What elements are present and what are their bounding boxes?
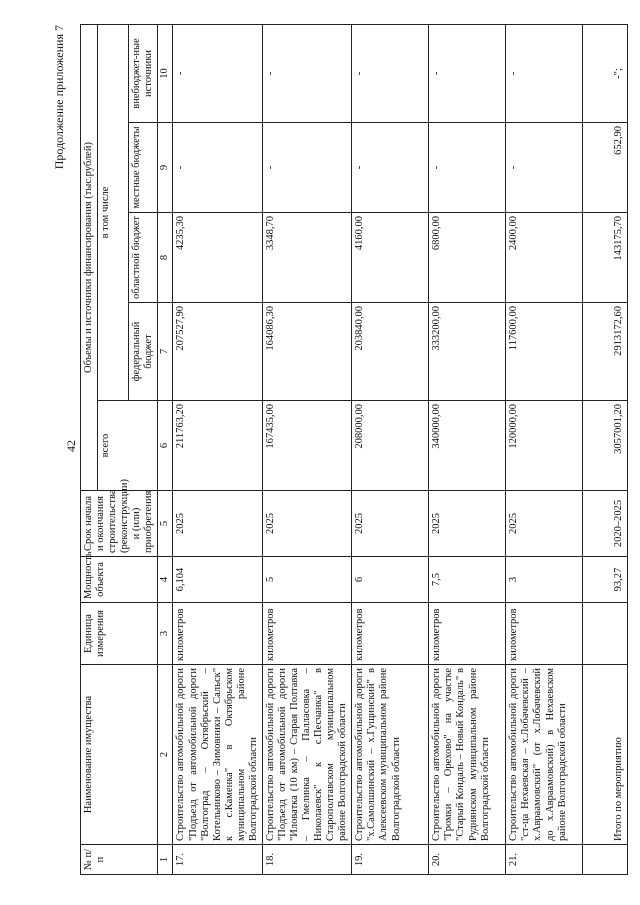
total-row — [583, 24, 628, 874]
row-offbudget: - — [352, 24, 429, 122]
header-unit: Единица измерения — [81, 603, 158, 665]
row-name: Строительство автомобильной дороги "х.Самолшинский – х.Гущинский" в Алексеевском муниципальном районе Волгоградской области — [352, 665, 429, 845]
row-regional: 4160,00 — [352, 213, 429, 303]
row-federal: 203840,00 — [352, 303, 429, 401]
rotated-page — [52, 25, 625, 875]
row-regional: 3348,70 — [262, 213, 351, 303]
header-regional: областной бюджет — [129, 213, 158, 303]
table-row — [262, 24, 351, 874]
header-term: Срок начала и окончания строительства (реконструкции) и (или) приобретения — [81, 491, 158, 557]
row-regional: 2400,00 — [506, 213, 583, 303]
row-unit: километров — [352, 603, 429, 665]
header-incl: в том числе — [98, 24, 129, 400]
header-name: Наименование имущества — [81, 665, 158, 845]
column-index-row — [158, 24, 173, 874]
page-number: 42 — [64, 440, 78, 452]
col-index: 2 — [158, 665, 173, 845]
row-unit: километров — [429, 603, 506, 665]
row-total: 167435,00 — [262, 401, 351, 491]
table-row — [352, 24, 429, 874]
row-capacity: 5 — [262, 557, 351, 603]
total-regional: 143175,70 — [583, 213, 628, 303]
row-local: - — [173, 123, 262, 213]
col-index: 10 — [158, 24, 173, 122]
row-federal: 164086,30 — [262, 303, 351, 401]
continuation-caption: Продолжение приложения 7 — [52, 25, 66, 170]
header-total: всего — [98, 401, 158, 491]
row-capacity: 3 — [506, 557, 583, 603]
row-name: Строительство автомобильной дороги "Подъезд от автомобильной дороги "Волгоград – Октябрьский – Котельниково – Зимовники – Сальск" к с.Каменка" в Октябрьском муниципальном районе Волгоградской области — [173, 665, 262, 845]
row-offbudget: - — [173, 24, 262, 122]
row-offbudget: - — [262, 24, 351, 122]
total-term: 2020–2025 — [583, 491, 628, 557]
total-capacity: 93,27 — [583, 557, 628, 603]
total-federal: 2913172,60 — [583, 303, 628, 401]
row-offbudget: - — [429, 24, 506, 122]
row-num: 18. — [262, 845, 351, 875]
row-federal: 117600,00 — [506, 303, 583, 401]
row-capacity: 7,5 — [429, 557, 506, 603]
row-total: 208000,00 — [352, 401, 429, 491]
row-term: 2025 — [352, 491, 429, 557]
row-term: 2025 — [262, 491, 351, 557]
financing-table — [80, 24, 628, 875]
table-row — [173, 24, 262, 874]
col-index: 9 — [158, 123, 173, 213]
row-regional: 6800,00 — [429, 213, 506, 303]
row-name: Строительство автомобильной дороги "Подъезд от автомобильной дороги "Иловатка (10 км) – Старая Полтавка – Гмелинка – Палласовка – Николаевск" к с.Песчанка" в Старополтавском муниципальном районе Волгоградской области — [262, 665, 351, 845]
col-index: 5 — [158, 491, 173, 557]
total-local: 652,90 — [583, 123, 628, 213]
row-term: 2025 — [173, 491, 262, 557]
row-local: - — [429, 123, 506, 213]
row-local: - — [506, 123, 583, 213]
col-index: 7 — [158, 303, 173, 401]
row-unit: километров — [262, 603, 351, 665]
header-volumes: Объемы и источники финансирования (тыс.рублей) — [81, 24, 98, 490]
total-unit — [583, 603, 628, 665]
row-capacity: 6 — [352, 557, 429, 603]
row-federal: 333200,00 — [429, 303, 506, 401]
row-federal: 207527,90 — [173, 303, 262, 401]
row-local: - — [262, 123, 351, 213]
total-offbudget: -"; — [583, 24, 628, 122]
row-unit: километров — [506, 603, 583, 665]
row-name: Строительство автомобильной дороги "ст-ца Нехаевская – х.Лобачевский – х.Авраамовский" (от х.Лобачевский до х.Авраамовский) в Нехаевском районе Волгоградской области — [506, 665, 583, 845]
header-local: местные бюджеты — [129, 123, 158, 213]
row-total: 120000,00 — [506, 401, 583, 491]
header-capacity: Мощность объекта — [81, 557, 158, 603]
header-offbudget: внебюджет-ные источники — [129, 24, 158, 122]
row-regional: 4235,30 — [173, 213, 262, 303]
col-index: 8 — [158, 213, 173, 303]
row-offbudget: - — [506, 24, 583, 122]
total-total: 3057001,20 — [583, 401, 628, 491]
header-num: № п/п — [81, 845, 158, 875]
col-index: 6 — [158, 401, 173, 491]
header-federal: федеральный бюджет — [129, 303, 158, 401]
row-total: 340000,00 — [429, 401, 506, 491]
col-index: 4 — [158, 557, 173, 603]
row-name: Строительство автомобильной дороги "Громки – Орехово" на участке "Старый Кондаль – Новый Кондаль" в Руднянском муниципальном районе Волгоградской области — [429, 665, 506, 845]
table-row — [506, 24, 583, 874]
row-unit: километров — [173, 603, 262, 665]
col-index: 3 — [158, 603, 173, 665]
row-num: 19. — [352, 845, 429, 875]
total-name: Итого по мероприятию — [583, 665, 628, 845]
row-total: 211763,20 — [173, 401, 262, 491]
row-term: 2025 — [506, 491, 583, 557]
row-term: 2025 — [429, 491, 506, 557]
row-capacity: 6,104 — [173, 557, 262, 603]
row-num: 17. — [173, 845, 262, 875]
col-index: 1 — [158, 845, 173, 875]
row-num: 20. — [429, 845, 506, 875]
row-num: 21. — [506, 845, 583, 875]
table-row — [429, 24, 506, 874]
row-local: - — [352, 123, 429, 213]
